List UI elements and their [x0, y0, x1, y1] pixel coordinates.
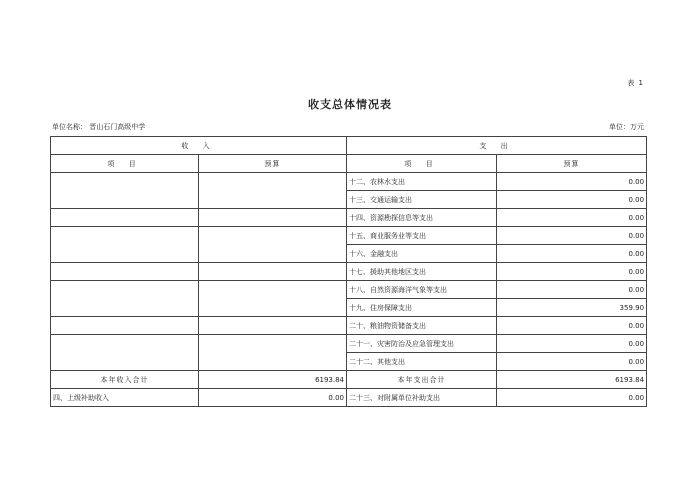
currency-unit: 单位：万元 [609, 123, 644, 131]
income-budget-header: 预算 [199, 155, 347, 173]
income-value-empty [199, 209, 347, 227]
expense-item: 十二、农林水支出 [347, 173, 497, 191]
income-value-empty [199, 299, 347, 317]
expense-item: 十五、商业服务业等支出 [347, 227, 497, 245]
income-value-empty [199, 353, 347, 371]
table-row [51, 245, 647, 263]
income-value-empty [199, 263, 347, 281]
income-value-empty [199, 245, 347, 263]
income-item-empty [51, 281, 199, 299]
income-item-empty [51, 263, 199, 281]
header-row-columns [51, 155, 647, 173]
expense-value: 0.00 [497, 227, 647, 245]
table-row [51, 209, 647, 227]
income-value-empty [199, 317, 347, 335]
expense-value: 0.00 [497, 353, 647, 371]
expense-item: 二十二、其他支出 [347, 353, 497, 371]
income-item: 四、上级补助收入 [51, 389, 199, 407]
expense-total-value: 6193.84 [497, 371, 647, 389]
expense-item: 十六、金融支出 [347, 245, 497, 263]
table-number: 表 1 [627, 79, 644, 87]
income-item-empty [51, 299, 199, 317]
income-value-empty [199, 191, 347, 209]
expense-item-header: 项 目 [347, 155, 497, 173]
page-title: 收支总体情况表 [308, 98, 392, 111]
income-value-empty [199, 281, 347, 299]
income-item-header: 项 目 [51, 155, 199, 173]
expense-item: 二十三、对附属单位补助支出 [347, 389, 497, 407]
expense-value: 359.90 [497, 299, 647, 317]
budget-table [50, 136, 647, 407]
expense-header: 支 出 [347, 137, 647, 155]
income-item-empty [51, 191, 199, 209]
table-row [51, 173, 647, 191]
table-row [51, 335, 647, 353]
expense-value: 0.00 [497, 245, 647, 263]
expense-value: 0.00 [497, 263, 647, 281]
table-row [51, 353, 647, 371]
expense-value: 0.00 [497, 281, 647, 299]
expense-value: 0.00 [497, 389, 647, 407]
table-row [51, 227, 647, 245]
totals-row [51, 371, 647, 389]
expense-item: 十九、住房保障支出 [347, 299, 497, 317]
income-item-empty [51, 245, 199, 263]
expense-item: 二十、粮油物资储备支出 [347, 317, 497, 335]
expense-item: 十七、援助其他地区支出 [347, 263, 497, 281]
income-item-empty [51, 353, 199, 371]
income-item-empty [51, 335, 199, 353]
income-item-empty [51, 173, 199, 191]
table-row [51, 281, 647, 299]
table-row [51, 317, 647, 335]
income-header: 收 入 [51, 137, 347, 155]
table-row [51, 263, 647, 281]
table-row [51, 191, 647, 209]
expense-item: 十四、资源勘探信息等支出 [347, 209, 497, 227]
income-total-value: 6193.84 [199, 371, 347, 389]
expense-budget-header: 预算 [497, 155, 647, 173]
table-row [51, 389, 647, 407]
expense-value: 0.00 [497, 209, 647, 227]
income-item-empty [51, 227, 199, 245]
income-item-empty [51, 317, 199, 335]
expense-value: 0.00 [497, 317, 647, 335]
expense-total-label: 本年支出合计 [347, 371, 497, 389]
header-row-group [51, 137, 647, 155]
expense-item: 二十一、灾害防治及应急管理支出 [347, 335, 497, 353]
expense-value: 0.00 [497, 335, 647, 353]
income-value: 0.00 [199, 389, 347, 407]
expense-value: 0.00 [497, 191, 647, 209]
unit-name: 单位名称： 晋山石门高级中学 [52, 123, 146, 131]
income-value-empty [199, 335, 347, 353]
income-total-label: 本年收入合计 [51, 371, 199, 389]
expense-item: 十八、自然资源海洋气象等支出 [347, 281, 497, 299]
expense-value: 0.00 [497, 173, 647, 191]
table-row [51, 299, 647, 317]
income-value-empty [199, 227, 347, 245]
expense-item: 十三、交通运输支出 [347, 191, 497, 209]
income-value-empty [199, 173, 347, 191]
income-item-empty [51, 209, 199, 227]
